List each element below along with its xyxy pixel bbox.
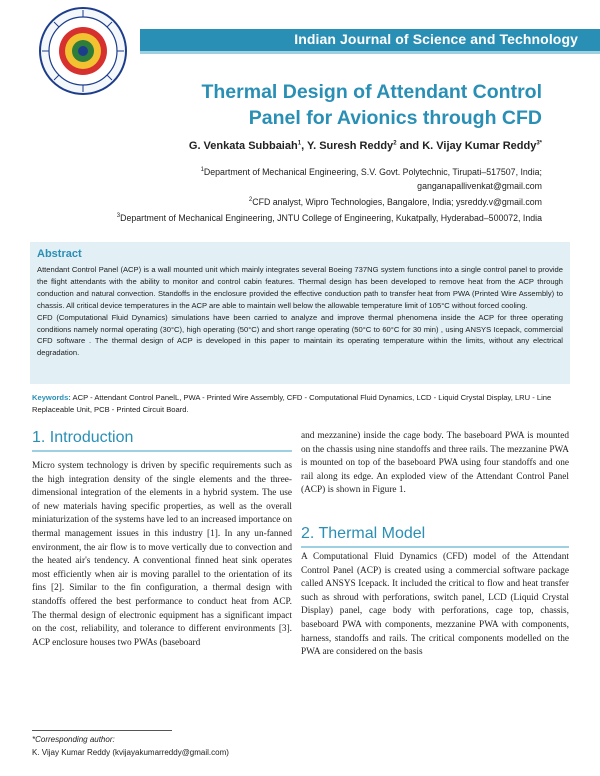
paper-title-line-1: Thermal Design of Attendant Control	[201, 81, 542, 103]
section-title: Thermal Model	[318, 525, 426, 542]
abstract-paragraph-2: CFD (Computational Fluid Dynamics) simulations have been carried to analyze and improve thermal phenomena inside the ACP for three operating conditions namely normal operating (30°C), high operating (50°C) and short range operating (50°C to 60°C for 30 min) , using ANSYS Icepack, commercial CFD software . The thermal design of ACP is developed in this paper to maintain its operating temperature within the limits, without any electrical degradation.	[37, 312, 563, 358]
section-heading-introduction	[32, 429, 133, 447]
journal-header-band-accent	[140, 51, 600, 54]
affiliation-2: $^2$CFD analyst, Wipro Technologies, Bangalore, India; ysreddy.v@gmail.com	[248, 196, 542, 207]
paper-title-line-2: Panel for Avionics through CFD	[248, 107, 542, 129]
section-rule	[301, 546, 569, 548]
abstract-paragraph-1: Attendant Control Panel (ACP) is a wall mounted unit which mainly integrates several Boeing 737NG system functions into a single control panel to provide the flight attendants with the ability to monitor and control cabin features. Thermal design has been developed to remove heat from the ACP through conduction and natural convection. Standoffs in the enclosure provided the effective conduction path to transfer heat from PWA (Printed Wire Assembly) to chassis. All critical device temperatures in the ACP are able to maintain well below the allowable temperature limit of 105°C without forced cooling.	[37, 265, 563, 310]
section-title: Introduction	[49, 429, 134, 446]
author-3-sup: 3*	[536, 140, 542, 147]
keywords-text: ACP - Attendant Control PanelL, PWA - Printed Wire Assembly, CFD - Computational Fluid Dynamics, LCD - Liquid Crystal Display, LRU - Line Replaceable Unit, PCB - Printed Circuit Board.	[32, 393, 552, 414]
introduction-text: Micro system technology is driven by specific requirements such as the high integration density of the single elements and the three-dimensional integration of the elements in a hybrid system. The use of new materials having specific properties, as well as the overall miniaturization of the systems have led to an increased importance on thermal management issues in this industry [1]. In any un-fanned environment, the air flow is to move vertically due to convection and the heated air's tendency. A conventional finned heat sink operates most efficiently when air is moving parallel to the orientation of its fins [2]. Similar to the fin configuration, a thermal design with standoffs offered the best performance to conduct heat from ACP. The thermal design of electronic equipment has a significant impact on the cost, reliability, and tolerance to different environments [3]. ACP enclosure houses two PWAs (baseboard	[32, 461, 292, 648]
introduction-continued-text: and mezzanine) inside the cage body. The baseboard PWA is mounted on the chassis using nine standoffs and three rails. The mezzanine PWA is mounted on top of the baseboard PWA using four standoffs and one rail along its edge. An exploded view of the Attendant Control Panel (ACP) is shown in Figure 1.	[301, 431, 569, 496]
section-number: 1.	[32, 429, 46, 446]
affiliation-1: $^1$Department of Mechanical Engineering, S.V. Govt. Polytechnic, Tirupati–517507, India;	[200, 166, 542, 177]
section-number: 2.	[301, 525, 315, 542]
affiliation-1-email: ganganapallivenkat@gmail.com	[417, 180, 542, 191]
corresponding-author: K. Vijay Kumar Reddy (kvijayakumarreddy@gmail.com)	[32, 748, 229, 757]
corresponding-author-label: *Corresponding author:	[32, 735, 115, 744]
journal-name: Indian Journal of Science and Technology	[294, 31, 578, 47]
author-2-sup: 2	[393, 140, 397, 147]
affiliation-3: $^3$Department of Mechanical Engineering, JNTU College of Engineering, Kukatpally, Hyderabad–500072, India	[116, 212, 542, 223]
abstract-body	[37, 264, 563, 359]
keywords	[32, 392, 568, 416]
abstract-heading: Abstract	[37, 248, 82, 260]
journal-seal-logo	[38, 6, 128, 96]
author-3: K. Vijay Kumar Reddy	[422, 140, 537, 152]
author-1: G. Venkata Subbaiah	[188, 140, 298, 152]
affiliations	[22, 163, 542, 225]
section-heading-thermal-model	[301, 525, 425, 543]
footnote-rule	[32, 730, 172, 731]
keywords-label: Keywords:	[32, 393, 71, 402]
author-2: Y. Suresh Reddy	[306, 140, 394, 152]
thermal-model-text: A Computational Fluid Dynamics (CFD) model of the Attendant Control Panel (ACP) is created using a commercial software package called ANSYS Icepack. It included the critical to flow and heat transfer such as shroud with perforations, switch panel, LCD (Liquid Crystal Display) panel, cage body with perforations, cage top, chassis, baseboard PWA with components, mezzanine PWA with components, harness, standoffs and rails. The critical components modelled on the PWA are considered on the basis	[301, 552, 569, 658]
paper-title	[122, 79, 542, 131]
author-list: G. Venkata Subbaiah$^1$, Y. Suresh Reddy$^2$ and K. Vijay Kumar Reddy$^{3*}$	[188, 140, 542, 152]
section-rule	[32, 450, 292, 452]
author-1-sup: 1	[297, 140, 302, 147]
